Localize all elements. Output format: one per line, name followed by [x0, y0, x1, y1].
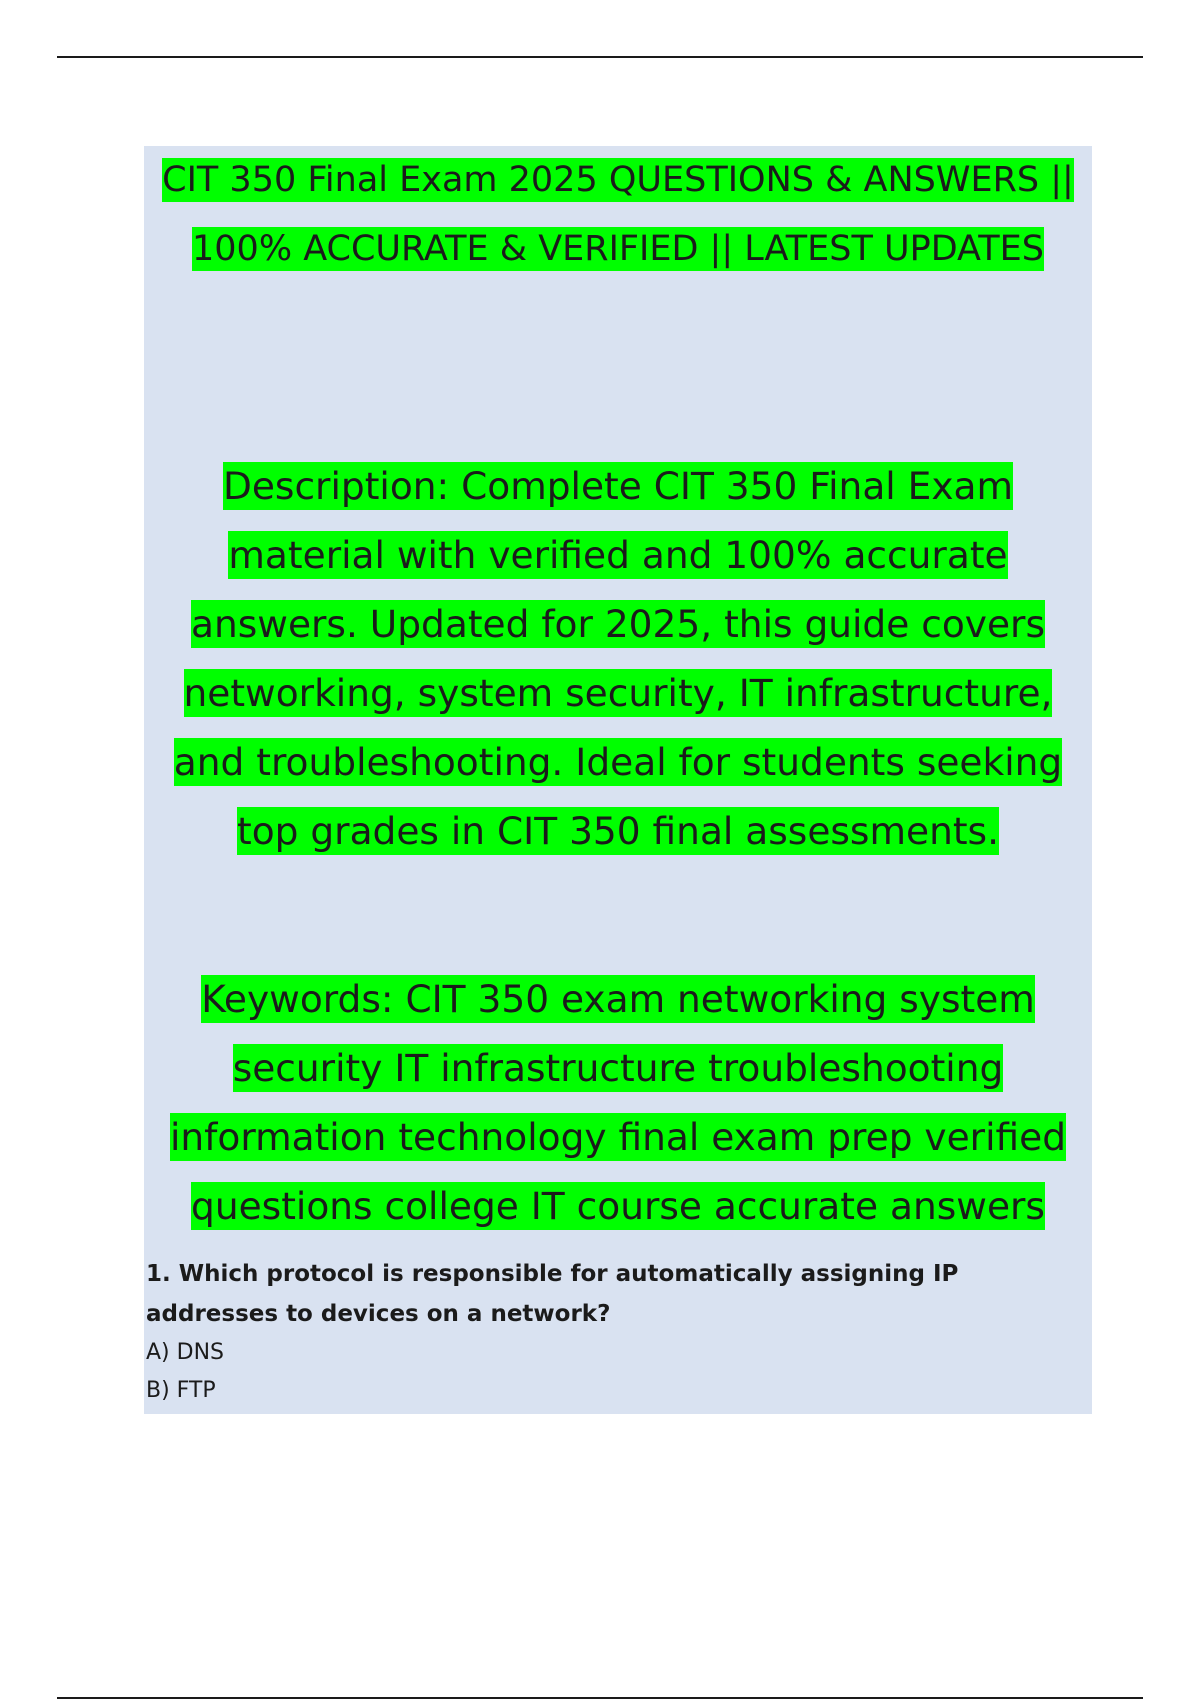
- description-highlight: Description: Complete CIT 350 Final Exam material with verified and 100% accurate answers. Updated for 2025, this guide covers networking, system security, IT infrastructure, and troubleshooting. Ideal for students seeking top grades in CIT 350 final assessments.: [173, 464, 1063, 853]
- option-a: A) DNS: [146, 1340, 224, 1365]
- document-title: [144, 146, 1092, 284]
- document-panel: [144, 146, 1092, 1414]
- question-text: 1. Which protocol is responsible for automatically assigning IP addresses to devices on a network?: [146, 1261, 959, 1327]
- question-1: [146, 1254, 1086, 1410]
- bottom-rule: [57, 1697, 1143, 1699]
- top-rule: [57, 56, 1143, 58]
- document-description: [144, 452, 1092, 866]
- keywords-highlight: Keywords: CIT 350 exam networking system security IT infrastructure troubleshooting information technology final exam prep verified questions college IT course accurate answers: [169, 977, 1067, 1228]
- document-keywords: [144, 965, 1092, 1241]
- title-highlight: CIT 350 Final Exam 2025 QUESTIONS & ANSWERS || 100% ACCURATE & VERIFIED || LATEST UPDATES: [162, 160, 1074, 269]
- option-b: B) FTP: [146, 1378, 216, 1403]
